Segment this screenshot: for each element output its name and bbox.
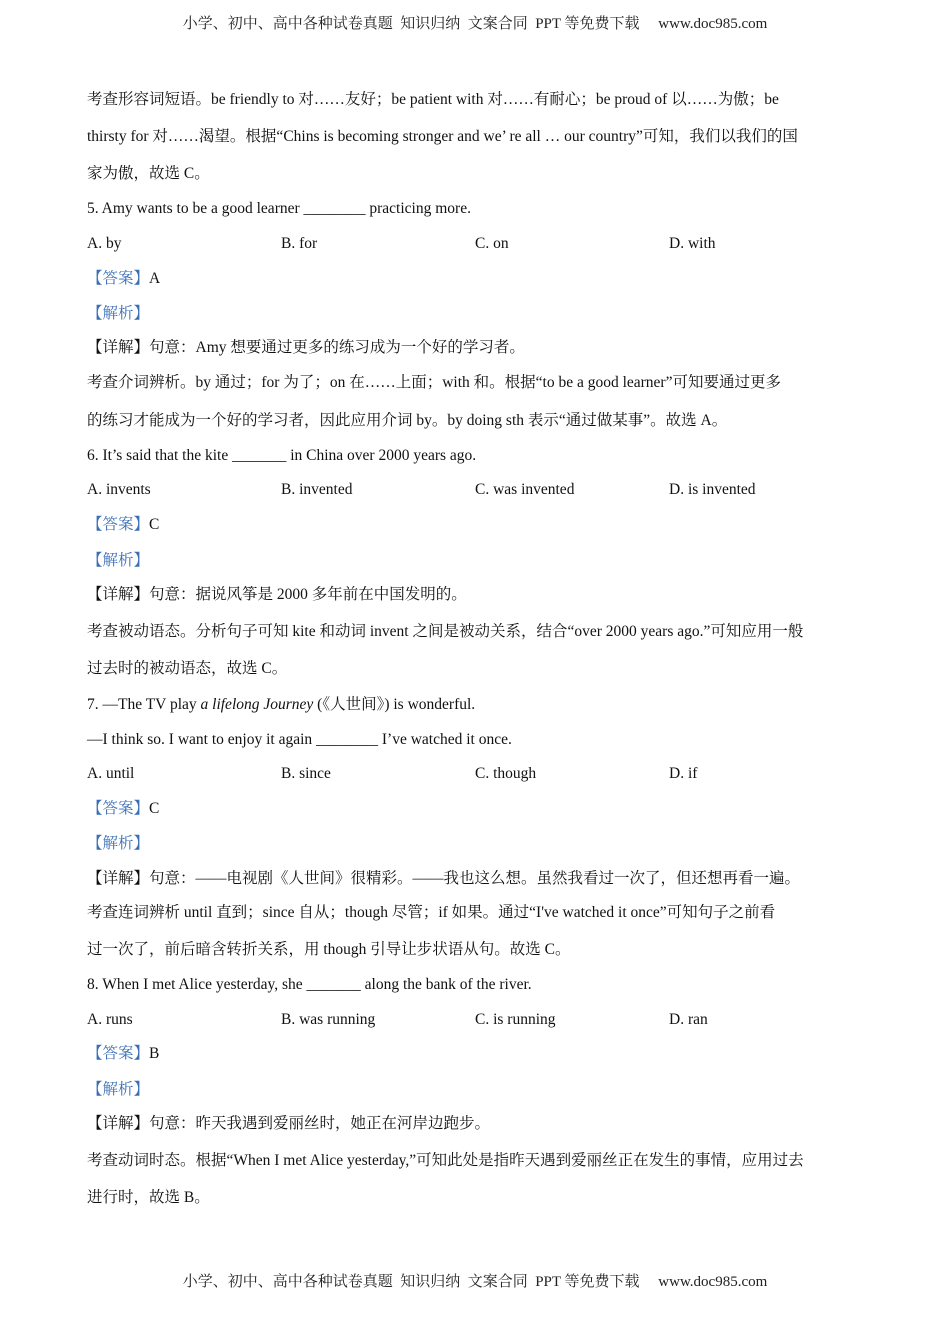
text-line: [87, 695, 475, 715]
text-segment: 过去时的被动语态，故选 C。: [87, 660, 288, 677]
text-segment: 7. —The TV play: [87, 696, 201, 713]
text-segment: 6. It’s said that the kite _______ in China over 2000 years ago.: [87, 447, 477, 464]
text-line: [87, 164, 210, 184]
text-segment: 考查连词辨析 until 直到；since 自从；though 尽管；if 如果。通过“I've watched it once”可知句子之前看: [87, 904, 776, 921]
page-footer: 小学、初中、高中各种试卷真题 知识归纳 文案合同 PPT 等免费下载 www.doc985.com: [182, 1274, 768, 1290]
text-line: [87, 127, 798, 147]
answer-label: 【答案】: [87, 270, 150, 287]
text-line: [87, 730, 512, 750]
option-d: D. with: [669, 235, 716, 252]
text-line: [87, 1188, 210, 1208]
text-segment: 家为傲，故选 C。: [87, 165, 210, 182]
text-line: [87, 940, 571, 960]
answer-value: C: [149, 800, 160, 817]
option-d: D. is invented: [669, 481, 756, 498]
text-line: [87, 869, 800, 889]
text-segment: 考查形容词短语。be friendly to 对……友好；be patient with 对……有耐心；be proud of 以……为傲；be: [87, 91, 779, 108]
answer-value: C: [149, 516, 160, 533]
text-segment: 进行时，故选 B。: [87, 1189, 210, 1206]
text-segment: 考查介词辨析。by 通过；for 为了；on 在……上面；with 和。根据“to be a good learner”可知要通过更多: [87, 374, 781, 391]
option-c: C. on: [475, 235, 509, 252]
analysis-label: 【解析】: [87, 552, 150, 569]
option-b: B. since: [281, 765, 331, 782]
option-d: D. ran: [669, 1011, 708, 1028]
page-header: 小学、初中、高中各种试卷真题 知识归纳 文案合同 PPT 等免费下载 www.doc985.com: [182, 16, 768, 32]
answer-line: [87, 799, 159, 819]
option-b: B. for: [281, 235, 318, 252]
option-b: B. invented: [281, 481, 353, 498]
text-line: [87, 903, 775, 923]
text-line: [87, 659, 287, 679]
option-c: C. is running: [475, 1011, 556, 1028]
answer-value: B: [149, 1045, 160, 1062]
text-segment: 过一次了，前后暗含转折关系，用 though 引导让步状语从句。故选 C。: [87, 941, 571, 958]
answer-line: [87, 515, 159, 535]
answer-label: 【答案】: [87, 1045, 150, 1062]
option-a: A. invents: [87, 481, 151, 498]
text-segment: 的练习才能成为一个好的学习者，因此应用介词 by。by doing sth 表示“通过做某事”。故选 A。: [87, 412, 728, 429]
analysis-label: 【解析】: [87, 1081, 150, 1098]
option-c: C. though: [475, 765, 537, 782]
analysis-label: 【解析】: [87, 835, 150, 852]
text-line: [87, 373, 781, 393]
answer-label: 【答案】: [87, 516, 150, 533]
text-segment: 考查动词时态。根据“When I met Alice yesterday,”可知此处是指昨天遇到爱丽丝正在发生的事情，应用过去: [87, 1152, 804, 1169]
text-line: [87, 338, 525, 358]
text-segment: 考查被动语态。分析句子可知 kite 和动词 invent 之间是被动关系，结合“over 2000 years ago.”可知应用一般: [87, 623, 804, 640]
answer-label: 【答案】: [87, 800, 150, 817]
text-line: [87, 622, 803, 642]
answer-value: A: [149, 270, 161, 287]
text-line: [87, 585, 467, 605]
option-a: A. by: [87, 235, 122, 252]
text-segment: 8. When I met Alice yesterday, she _______ along the bank of the river.: [87, 976, 532, 993]
text-segment: (《人世间》) is wonderful.: [313, 696, 476, 713]
text-line: [87, 446, 476, 466]
italic-title: a lifelong Journey: [200, 696, 314, 713]
analysis-label: 【解析】: [87, 305, 150, 322]
option-a: A. runs: [87, 1011, 133, 1028]
text-segment: —I think so. I want to enjoy it again ________ I’ve watched it once.: [87, 731, 512, 748]
text-segment: 【详解】句意：据说风筝是 2000 多年前在中国发明的。: [87, 586, 467, 603]
option-a: A. until: [87, 765, 135, 782]
text-segment: 【详解】句意：——电视剧《人世间》很精彩。——我也这么想。虽然我看过一次了，但还想再看一遍。: [87, 870, 801, 887]
text-line: [87, 1151, 804, 1171]
text-line: [87, 411, 727, 431]
option-b: B. was running: [281, 1011, 376, 1028]
answer-line: [87, 1044, 159, 1064]
text-segment: 【详解】句意：Amy 想要通过更多的练习成为一个好的学习者。: [87, 339, 525, 356]
option-d: D. if: [669, 765, 698, 782]
text-line: [87, 90, 779, 110]
text-line: [87, 975, 532, 995]
option-c: C. was invented: [475, 481, 575, 498]
answer-line: [87, 269, 160, 289]
text-line: [87, 1114, 490, 1134]
text-segment: 5. Amy wants to be a good learner ________ practicing more.: [87, 200, 471, 217]
text-segment: thirsty for 对……渴望。根据“Chins is becoming stronger and we’ re all … our country”可知，我们以我们的国: [87, 128, 798, 145]
text-segment: 【详解】句意：昨天我遇到爱丽丝时，她正在河岸边跑步。: [87, 1115, 491, 1132]
text-line: [87, 199, 471, 219]
